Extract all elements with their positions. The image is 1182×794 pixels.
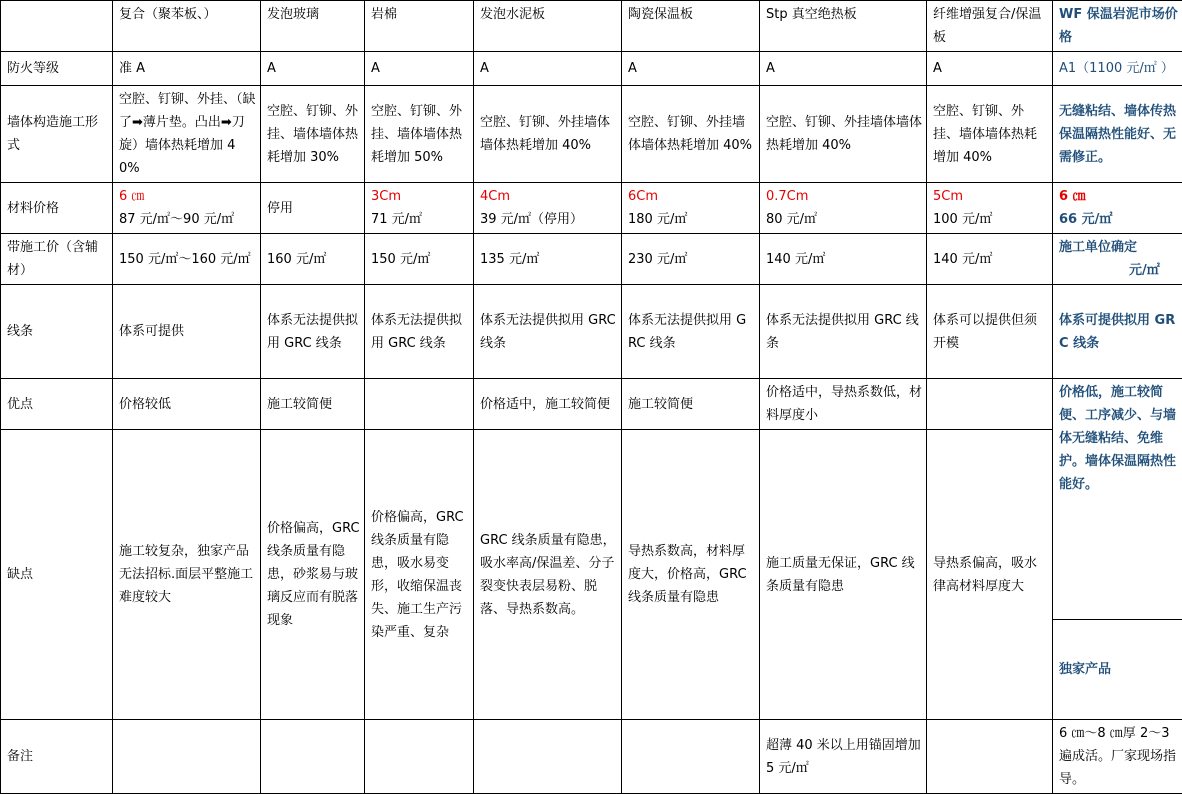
table-cell bbox=[622, 720, 760, 794]
header-cell: 发泡玻璃 bbox=[261, 1, 365, 52]
row-label: 材料价格 bbox=[1, 183, 113, 234]
table-cell: 施工较简便 bbox=[622, 379, 760, 430]
header-cell: 发泡水泥板 bbox=[474, 1, 622, 52]
table-cell: 体系可提供 bbox=[113, 285, 261, 379]
table-cell-wf bbox=[1053, 234, 1182, 285]
price-value: 180 元/㎡ bbox=[628, 208, 755, 231]
thickness-value: 6 ㎝ bbox=[1059, 185, 1178, 208]
row-label: 优点 bbox=[1, 379, 113, 430]
table-cell-wf: 6 ㎝～8 ㎝厚 2～3 遍成活。厂家现场指导。 bbox=[1053, 720, 1182, 794]
table-cell: 体系无法提供拟用 GRC 线条 bbox=[622, 285, 760, 379]
header-cell: 岩棉 bbox=[365, 1, 474, 52]
row-fire-rating bbox=[1, 52, 1182, 86]
table-cell: A bbox=[927, 52, 1053, 86]
row-install-price bbox=[1, 234, 1182, 285]
row-notes bbox=[1, 720, 1182, 794]
header-row bbox=[1, 1, 1182, 52]
table-cell: 体系无法提供拟用 GRC 线条 bbox=[474, 285, 622, 379]
table-cell: 空腔、钉铆、外挂、墙体墙体热耗增加 50% bbox=[365, 86, 474, 183]
table-cell: 超薄 40 米以上用锚固增加 5 元/㎡ bbox=[760, 720, 927, 794]
table-cell-wf bbox=[1053, 183, 1182, 234]
table-cell: 价格偏高，GRC 线条质量有隐患，吸水易变形，收缩保温丧失、施工生产污染严重、复杂 bbox=[365, 430, 474, 720]
table-cell: 空腔、钉铆、外挂、墙体墙体热耗增加 30% bbox=[261, 86, 365, 183]
table-cell: 150 元/㎡ bbox=[365, 234, 474, 285]
price-value: 39 元/㎡（停用） bbox=[480, 208, 617, 231]
thickness-value: 6 ㎝ bbox=[119, 185, 256, 208]
table-cell-wf: A1（1100 元/㎡ ） bbox=[1053, 52, 1182, 86]
table-cell bbox=[474, 183, 622, 234]
table-cell: A bbox=[261, 52, 365, 86]
row-material-price bbox=[1, 183, 1182, 234]
install-unit: 元/㎡ bbox=[1059, 259, 1178, 282]
thickness-value: 5Cm bbox=[933, 185, 1048, 208]
header-cell: 陶瓷保温板 bbox=[622, 1, 760, 52]
table-cell: 140 元/㎡ bbox=[760, 234, 927, 285]
table-cell bbox=[474, 720, 622, 794]
row-label: 墙体构造施工形式 bbox=[1, 86, 113, 183]
table-cell-wf: 独家产品 bbox=[1053, 620, 1182, 720]
table-cell bbox=[760, 183, 927, 234]
table-cell: 体系无法提供拟用 GRC 线条 bbox=[760, 285, 927, 379]
table-cell: 导热系偏高，吸水律高材料厚度大 bbox=[927, 430, 1053, 720]
table-cell: 体系无法提供拟用 GRC 线条 bbox=[365, 285, 474, 379]
header-cell-wf: WF 保温岩泥市场价格 bbox=[1053, 1, 1182, 52]
table-cell: 150 元/㎡～160 元/㎡ bbox=[113, 234, 261, 285]
table-cell bbox=[261, 720, 365, 794]
table-cell: 准 A bbox=[113, 52, 261, 86]
table-cell bbox=[927, 379, 1053, 430]
table-cell: 价格较低 bbox=[113, 379, 261, 430]
header-cell: Stp 真空绝热板 bbox=[760, 1, 927, 52]
price-value: 80 元/㎡ bbox=[766, 208, 922, 231]
header-cell bbox=[1, 1, 113, 52]
table-cell: 空腔、钉铆、外挂、（缺了➡薄片垫。凸出➡刀旋）墙体热耗增加 40% bbox=[113, 86, 261, 183]
row-pros bbox=[1, 379, 1182, 430]
row-label: 线条 bbox=[1, 285, 113, 379]
table-cell-wf: 价格低，施工较简便、工序减少、与墙体无缝粘结、免维护。墙体保温隔热性能好。 bbox=[1053, 379, 1182, 620]
table-cell: 空腔、钉铆、外挂墙体墙体热耗增加 40% bbox=[474, 86, 622, 183]
thickness-value: 0.7Cm bbox=[766, 185, 922, 208]
table-cell: 160 元/㎡ bbox=[261, 234, 365, 285]
table-cell: 135 元/㎡ bbox=[474, 234, 622, 285]
row-label: 缺点 bbox=[1, 430, 113, 720]
table-cell bbox=[365, 183, 474, 234]
table-cell-wf: 无缝粘结、墙体传热保温隔热性能好、无需修正。 bbox=[1053, 86, 1182, 183]
table-cell bbox=[927, 183, 1053, 234]
table-cell: 体系无法提供拟用 GRC 线条 bbox=[261, 285, 365, 379]
table-cell: 体系可以提供但须开模 bbox=[927, 285, 1053, 379]
table-cell: 140 元/㎡ bbox=[927, 234, 1053, 285]
table-cell bbox=[365, 379, 474, 430]
table-cell: 价格偏高，GRC 线条质量有隐患，砂浆易与玻璃反应而有脱落现象 bbox=[261, 430, 365, 720]
table-cell: 价格适中，施工较简便 bbox=[474, 379, 622, 430]
table-cell: 施工较复杂，独家产品无法招标.面层平整施工难度较大 bbox=[113, 430, 261, 720]
table-cell: 230 元/㎡ bbox=[622, 234, 760, 285]
thickness-value: 3Cm bbox=[371, 185, 469, 208]
header-cell: 纤维增强复合/保温板 bbox=[927, 1, 1053, 52]
table-cell bbox=[113, 183, 261, 234]
table-cell-wf: 体系可提供拟用 GRC 线条 bbox=[1053, 285, 1182, 379]
price-value: 66 元/㎡ bbox=[1059, 208, 1178, 231]
table-cell: 施工较简便 bbox=[261, 379, 365, 430]
table-cell bbox=[927, 720, 1053, 794]
table-cell: A bbox=[474, 52, 622, 86]
table-cell: 停用 bbox=[261, 183, 365, 234]
table-cell: A bbox=[760, 52, 927, 86]
table-cell: A bbox=[365, 52, 474, 86]
table-cell bbox=[365, 720, 474, 794]
price-value: 87 元/㎡～90 元/㎡ bbox=[119, 208, 256, 231]
thickness-value: 6Cm bbox=[628, 185, 755, 208]
table-cell bbox=[622, 183, 760, 234]
row-cons bbox=[1, 430, 1182, 620]
header-cell: 复合（聚苯板、） bbox=[113, 1, 261, 52]
table-cell: 空腔、钉铆、外挂墙体墙体热耗增加 40% bbox=[760, 86, 927, 183]
table-cell: 施工质量无保证，GRC 线条质量有隐患 bbox=[760, 430, 927, 720]
row-label: 防火等级 bbox=[1, 52, 113, 86]
table-cell: A bbox=[622, 52, 760, 86]
table-cell: 空腔、钉铆、外挂、墙体墙体热耗增加 40% bbox=[927, 86, 1053, 183]
table-cell: 价格适中，导热系数低，材料厚度小 bbox=[760, 379, 927, 430]
table-cell bbox=[113, 720, 261, 794]
thickness-value: 4Cm bbox=[480, 185, 617, 208]
row-construction bbox=[1, 86, 1182, 183]
table-cell: GRC 线条质量有隐患，吸水率高/保温差、分子裂变快表层易粉、脱落、导热系数高。 bbox=[474, 430, 622, 720]
price-value: 71 元/㎡ bbox=[371, 208, 469, 231]
price-value: 100 元/㎡ bbox=[933, 208, 1048, 231]
row-label: 备注 bbox=[1, 720, 113, 794]
row-label: 带施工价（含辅材） bbox=[1, 234, 113, 285]
row-lines bbox=[1, 285, 1182, 379]
table-cell: 导热系数高，材料厚度大，价格高，GRC 线条质量有隐患 bbox=[622, 430, 760, 720]
table-cell: 空腔、钉铆、外挂墙体墙体热耗增加 40% bbox=[622, 86, 760, 183]
install-note: 施工单位确定 bbox=[1059, 236, 1178, 259]
